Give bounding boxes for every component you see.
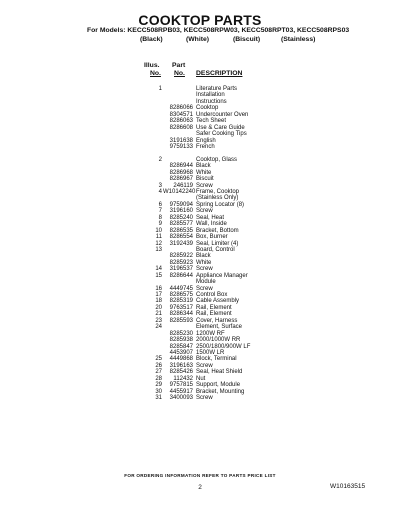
part-number: 4449868	[169, 356, 193, 363]
part-number: 9759094	[169, 201, 193, 208]
illus-number: 12	[155, 240, 162, 247]
part-number: 4455917	[169, 388, 193, 395]
part-description: Black	[196, 253, 211, 260]
illus-number: 26	[155, 362, 162, 369]
illus-number: 17	[155, 292, 162, 298]
part-number: 8286554	[169, 234, 193, 241]
color-black: (Black)	[140, 36, 163, 43]
part-number: 3191638	[169, 137, 193, 144]
illus-number: 31	[155, 395, 162, 401]
illus-number: 29	[155, 382, 162, 389]
header-part-line2: No.	[174, 70, 185, 77]
part-description: Literature Parts	[196, 86, 238, 92]
parts-row	[0, 395, 400, 401]
color-stainless: (Stainless)	[281, 36, 316, 43]
part-description: Bracket, Bottom	[196, 227, 239, 234]
illus-number: 11	[155, 234, 162, 241]
color-white: (White)	[186, 36, 210, 43]
illus-number: 21	[155, 311, 162, 318]
illus-number: 18	[155, 298, 162, 305]
illus-number: 25	[155, 356, 162, 363]
part-number: 8286967	[169, 176, 193, 183]
illus-number: 14	[155, 266, 162, 273]
illus-number: 8	[158, 214, 162, 221]
part-number: 3196163	[169, 362, 193, 369]
illus-number: 16	[155, 285, 162, 292]
part-description: Spring Locator (8)	[196, 201, 245, 208]
part-number: 4449745	[169, 285, 193, 292]
model-colors	[0, 36, 400, 44]
illus-number: 30	[155, 388, 162, 395]
part-number: 3196160	[169, 208, 193, 215]
part-description: Cover, Harness	[196, 317, 238, 324]
illus-number: 10	[155, 227, 162, 234]
part-description: Screw	[196, 395, 213, 401]
part-description: English	[196, 137, 216, 144]
part-description: Cable Assembly	[196, 298, 240, 305]
part-description: Safer Cooking Tips	[196, 131, 247, 138]
part-description: Board, Control	[196, 246, 235, 253]
part-number: 8286968	[169, 169, 193, 176]
part-number: 8285938	[169, 337, 193, 344]
part-description: Screw	[196, 266, 213, 273]
part-number: 8286535	[169, 227, 193, 234]
part-number: 3192439	[169, 240, 193, 247]
part-description: French	[196, 143, 215, 150]
illus-number: 1	[158, 86, 162, 92]
illus-number: 27	[155, 369, 162, 376]
part-description: Screw	[196, 362, 213, 369]
part-description: Undercounter Oven	[196, 111, 249, 118]
page-title: COOKTOP PARTS	[138, 12, 262, 28]
part-number: 9763517	[169, 304, 193, 311]
part-description: Frame, Cooktop	[196, 189, 240, 195]
part-description: Appliance Manager	[196, 272, 248, 279]
part-number: W10142240	[163, 189, 196, 195]
part-description: Black	[196, 163, 211, 170]
page-number: 2	[198, 484, 202, 491]
part-number: 8286608	[169, 124, 193, 131]
illus-number: 9	[158, 221, 162, 228]
part-description: Use & Care Guide	[196, 124, 245, 131]
part-description: Rail, Element	[196, 304, 232, 311]
illus-number: 3	[158, 182, 162, 189]
header-description: DESCRIPTION	[196, 70, 243, 77]
part-description: Biscuit	[196, 176, 214, 183]
part-description: (Stainless Only)	[196, 195, 239, 202]
part-number: 8286066	[169, 105, 193, 112]
part-description: Seal, Heat Shield	[196, 369, 243, 376]
part-description: Box, Burner	[196, 234, 228, 241]
part-number: 4453907	[169, 349, 193, 356]
part-description: Screw	[196, 208, 213, 215]
part-number: 8285922	[169, 253, 193, 260]
header-part-line1: Part	[172, 62, 186, 69]
illus-number: 4	[158, 189, 162, 195]
part-description: Cooktop	[196, 105, 219, 112]
part-number: 8286063	[169, 118, 193, 125]
models-line: For Models: KECC508RPB03, KECC508RPW03, KECC508RPT03, KECC508RPS03	[87, 27, 350, 34]
parts-list	[0, 86, 400, 401]
part-number: 8285593	[169, 317, 193, 324]
part-description: Tech Sheet	[196, 118, 227, 125]
part-number: 8285230	[169, 330, 193, 337]
part-number: 8285847	[169, 343, 193, 350]
part-description: Cooktop, Glass	[196, 156, 238, 163]
part-description: Rail, Element	[196, 311, 232, 318]
part-number: 8285577	[169, 221, 193, 228]
part-number: 8285426	[169, 369, 193, 376]
illus-number: 6	[158, 201, 162, 208]
illus-number: 28	[155, 375, 162, 382]
part-description: White	[196, 169, 212, 176]
part-description: 1500W LR	[196, 349, 225, 356]
part-number: 8286944	[169, 163, 193, 170]
illus-number: 24	[155, 324, 162, 331]
part-number: 246119	[173, 182, 193, 189]
part-number: 8285240	[169, 214, 193, 221]
part-description: Seal, Limiter (4)	[196, 240, 239, 247]
illus-number: 7	[158, 208, 162, 215]
illus-number: 20	[155, 304, 162, 311]
illus-number: 15	[155, 272, 162, 279]
part-number: 8304571	[169, 111, 193, 118]
part-description: Nut	[196, 375, 206, 382]
part-description: Wall, Inside	[196, 221, 227, 228]
header-illus-line1: Illus.	[144, 62, 160, 69]
document-number: W10163515	[330, 483, 366, 490]
part-description: Screw	[196, 285, 213, 292]
part-description: Screw	[196, 182, 213, 189]
part-description: Block, Terminal	[196, 356, 237, 363]
part-number: 3196537	[169, 266, 193, 273]
part-description: Instructions	[196, 98, 227, 105]
part-description: Bracket, Mounting	[196, 388, 245, 395]
part-number: 9757815	[169, 382, 193, 389]
part-description: Element, Surface	[196, 324, 243, 331]
part-number: 9759133	[169, 143, 193, 150]
part-number: 8285319	[169, 298, 193, 305]
part-number: 8285923	[169, 259, 193, 266]
ordering-info-footer: FOR ORDERING INFORMATION REFER TO PARTS PRICE LIST	[124, 473, 276, 478]
part-description: Module	[196, 279, 216, 286]
part-description: Control Box	[196, 292, 228, 298]
color-biscuit: (Biscuit)	[233, 36, 261, 43]
part-description: White	[196, 259, 212, 266]
part-description: Installation	[196, 92, 225, 99]
part-description: Seal, Heat	[196, 214, 225, 221]
header-illus-line2: No.	[150, 70, 161, 77]
part-description: 1200W RF	[196, 330, 225, 337]
part-description: Support, Module	[196, 382, 241, 389]
part-description: 2500/1800/900W LF	[196, 343, 251, 350]
part-number: 8286575	[169, 292, 193, 298]
illus-number: 2	[158, 156, 162, 163]
illus-number: 23	[155, 317, 162, 324]
part-number: 8286344	[169, 311, 193, 318]
part-number: 8286644	[169, 272, 193, 279]
part-number: 3400093	[169, 395, 193, 401]
part-description: 2000/1000W RR	[196, 337, 241, 344]
part-number: 112432	[173, 375, 193, 382]
illus-number: 13	[155, 246, 162, 253]
